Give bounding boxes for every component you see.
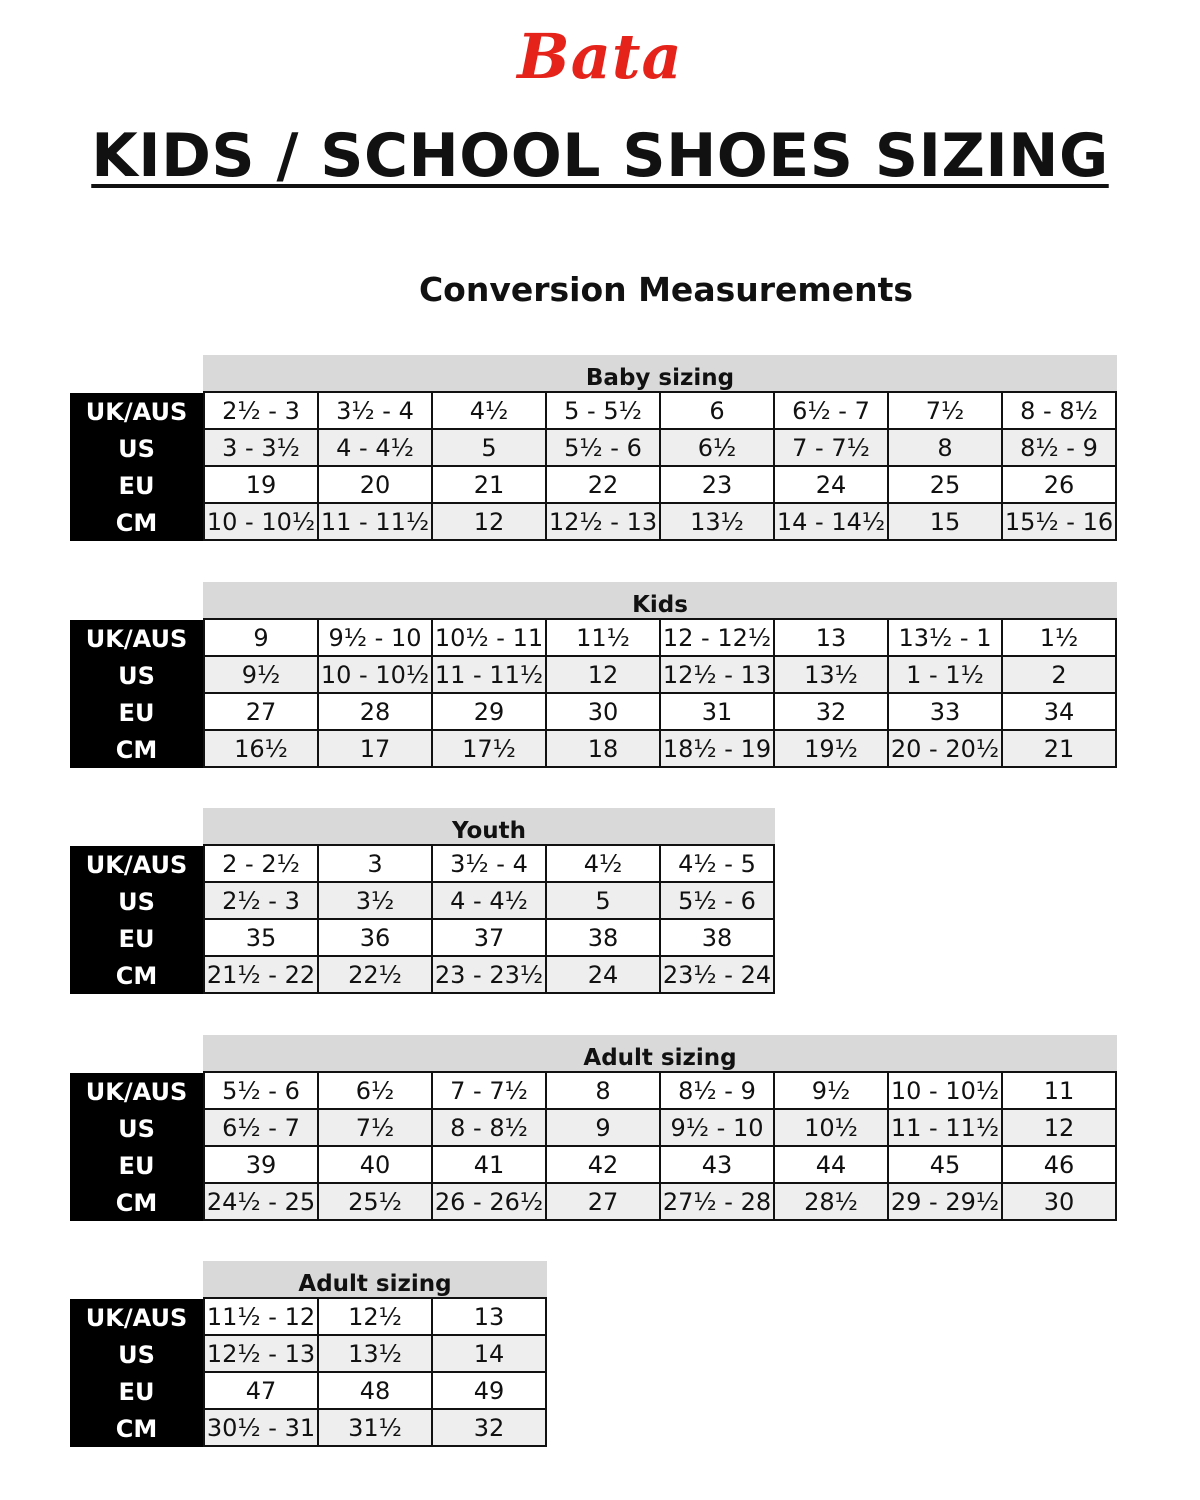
size-cell: 4½: [547, 846, 661, 883]
row-label: CM: [70, 1410, 203, 1447]
size-cell: 3½ - 4: [433, 846, 547, 883]
row-label: UK/AUS: [70, 620, 203, 657]
size-cell: 6½ - 7: [203, 1110, 319, 1147]
size-cell: 7 - 7½: [433, 1073, 547, 1110]
table-row: [70, 1336, 547, 1373]
size-cell: 3½ - 4: [319, 393, 433, 430]
section-header-row: [70, 808, 775, 846]
row-label: UK/AUS: [70, 1073, 203, 1110]
row-label: CM: [70, 731, 203, 768]
table-row: [70, 1410, 547, 1447]
size-cell: 2: [1003, 657, 1117, 694]
size-cell: 4½: [433, 393, 547, 430]
size-cell: 21: [1003, 731, 1117, 768]
row-label: CM: [70, 1184, 203, 1221]
size-cell: 27½ - 28: [661, 1184, 775, 1221]
row-label: UK/AUS: [70, 1299, 203, 1336]
size-cell: 31½: [319, 1410, 433, 1447]
size-cell: 3 - 3½: [203, 430, 319, 467]
table-row: [70, 504, 1117, 541]
size-cell: 10½ - 11: [433, 620, 547, 657]
size-cell: 14 - 14½: [775, 504, 889, 541]
size-cell: 9: [203, 620, 319, 657]
size-cell: 27: [203, 694, 319, 731]
size-cell: 22½: [319, 957, 433, 994]
section-title: Kids: [203, 582, 1117, 620]
header-corner: [70, 1035, 203, 1073]
size-cell: 4 - 4½: [319, 430, 433, 467]
size-cell: 5½ - 6: [661, 883, 775, 920]
size-cell: 35: [203, 920, 319, 957]
section-title: Adult sizing: [203, 1035, 1117, 1073]
size-cell: 5½ - 6: [547, 430, 661, 467]
row-label: US: [70, 1110, 203, 1147]
size-cell: 1½: [1003, 620, 1117, 657]
page-title: [0, 118, 1200, 194]
size-cell: 9½: [775, 1073, 889, 1110]
size-cell: 41: [433, 1147, 547, 1184]
page-subtitle: Conversion Measurements: [418, 270, 914, 309]
size-cell: 3: [319, 846, 433, 883]
table-row: [70, 657, 1117, 694]
size-cell: 30: [547, 694, 661, 731]
size-cell: 46: [1003, 1147, 1117, 1184]
size-cell: 9: [547, 1110, 661, 1147]
size-cell: 4 - 4½: [433, 883, 547, 920]
table-row: [70, 1110, 1117, 1147]
size-cell: 9½ - 10: [319, 620, 433, 657]
table-row: [70, 957, 775, 994]
size-cell: 36: [319, 920, 433, 957]
table-row: [70, 1373, 547, 1410]
page-title-text: KIDS / SCHOOL SHOES SIZING: [91, 121, 1109, 191]
size-cell: 6½: [661, 430, 775, 467]
size-cell: 11½ - 12: [203, 1299, 319, 1336]
row-label: US: [70, 883, 203, 920]
baby-size-table: [70, 355, 1117, 541]
size-cell: 15: [889, 504, 1003, 541]
size-cell: 31: [661, 694, 775, 731]
adult-large-size-table: [70, 1261, 547, 1447]
table-row: [70, 1299, 547, 1336]
size-cell: 12½: [319, 1299, 433, 1336]
size-cell: 48: [319, 1373, 433, 1410]
size-cell: 11 - 11½: [889, 1110, 1003, 1147]
section-title: Adult sizing: [203, 1261, 547, 1299]
size-cell: 47: [203, 1373, 319, 1410]
size-cell: 13: [433, 1299, 547, 1336]
section-header-row: [70, 1035, 1117, 1073]
size-cell: 3½: [319, 883, 433, 920]
size-cell: 12½ - 13: [547, 504, 661, 541]
size-cell: 12½ - 13: [661, 657, 775, 694]
size-cell: 6½ - 7: [775, 393, 889, 430]
size-cell: 24½ - 25: [203, 1184, 319, 1221]
size-cell: 20 - 20½: [889, 731, 1003, 768]
table-row: [70, 393, 1117, 430]
size-cell: 25: [889, 467, 1003, 504]
size-cell: 23 - 23½: [433, 957, 547, 994]
size-cell: 42: [547, 1147, 661, 1184]
size-cell: 32: [433, 1410, 547, 1447]
table-row: [70, 1073, 1117, 1110]
size-cell: 18½ - 19: [661, 731, 775, 768]
size-cell: 13½ - 1: [889, 620, 1003, 657]
size-cell: 30: [1003, 1184, 1117, 1221]
size-cell: 29: [433, 694, 547, 731]
size-cell: 12: [547, 657, 661, 694]
size-cell: 20: [319, 467, 433, 504]
size-cell: 49: [433, 1373, 547, 1410]
size-cell: 12½ - 13: [203, 1336, 319, 1373]
section-title: Youth: [203, 808, 775, 846]
header-corner: [70, 808, 203, 846]
size-cell: 13: [775, 620, 889, 657]
size-cell: 11 - 11½: [433, 657, 547, 694]
size-cell: 10 - 10½: [319, 657, 433, 694]
size-cell: 11 - 11½: [319, 504, 433, 541]
size-cell: 9½ - 10: [661, 1110, 775, 1147]
size-cell: 10 - 10½: [203, 504, 319, 541]
size-cell: 21½ - 22: [203, 957, 319, 994]
size-cell: 2½ - 3: [203, 393, 319, 430]
row-label: CM: [70, 957, 203, 994]
size-cell: 43: [661, 1147, 775, 1184]
brand-logo: Bata: [517, 20, 683, 93]
size-cell: 10½: [775, 1110, 889, 1147]
row-label: CM: [70, 504, 203, 541]
row-label: EU: [70, 1373, 203, 1410]
row-label: US: [70, 430, 203, 467]
youth-size-table: [70, 808, 775, 994]
size-cell: 12 - 12½: [661, 620, 775, 657]
size-cell: 19: [203, 467, 319, 504]
size-cell: 44: [775, 1147, 889, 1184]
section-title: Baby sizing: [203, 355, 1117, 393]
size-cell: 2 - 2½: [203, 846, 319, 883]
size-cell: 11: [1003, 1073, 1117, 1110]
size-cell: 10 - 10½: [889, 1073, 1003, 1110]
table-row: [70, 1147, 1117, 1184]
size-cell: 27: [547, 1184, 661, 1221]
size-cell: 7½: [889, 393, 1003, 430]
size-cell: 13½: [775, 657, 889, 694]
row-label: EU: [70, 920, 203, 957]
size-cell: 17½: [433, 731, 547, 768]
size-cell: 21: [433, 467, 547, 504]
size-cell: 30½ - 31: [203, 1410, 319, 1447]
size-cell: 8: [547, 1073, 661, 1110]
header-corner: [70, 1261, 203, 1299]
size-cell: 40: [319, 1147, 433, 1184]
size-cell: 18: [547, 731, 661, 768]
size-cell: 8 - 8½: [433, 1110, 547, 1147]
size-cell: 39: [203, 1147, 319, 1184]
table-row: [70, 846, 775, 883]
size-cell: 37: [433, 920, 547, 957]
size-cell: 7 - 7½: [775, 430, 889, 467]
header-corner: [70, 355, 203, 393]
size-cell: 16½: [203, 731, 319, 768]
row-label: UK/AUS: [70, 846, 203, 883]
table-row: [70, 920, 775, 957]
table-row: [70, 1184, 1117, 1221]
size-cell: 33: [889, 694, 1003, 731]
size-cell: 6½: [319, 1073, 433, 1110]
size-cell: 38: [547, 920, 661, 957]
table-row: [70, 430, 1117, 467]
size-cell: 1 - 1½: [889, 657, 1003, 694]
row-label: EU: [70, 1147, 203, 1184]
size-cell: 12: [1003, 1110, 1117, 1147]
size-cell: 32: [775, 694, 889, 731]
size-cell: 25½: [319, 1184, 433, 1221]
size-cell: 24: [775, 467, 889, 504]
size-cell: 5½ - 6: [203, 1073, 319, 1110]
size-cell: 5: [433, 430, 547, 467]
row-label: UK/AUS: [70, 393, 203, 430]
size-cell: 23½ - 24: [661, 957, 775, 994]
size-cell: 45: [889, 1147, 1003, 1184]
size-cell: 4½ - 5: [661, 846, 775, 883]
table-row: [70, 694, 1117, 731]
section-header-row: [70, 355, 1117, 393]
size-cell: 8½ - 9: [1003, 430, 1117, 467]
size-cell: 9½: [203, 657, 319, 694]
size-cell: 13½: [319, 1336, 433, 1373]
kids-size-table: [70, 582, 1117, 768]
section-header-row: [70, 582, 1117, 620]
size-cell: 11½: [547, 620, 661, 657]
row-label: US: [70, 657, 203, 694]
size-cell: 22: [547, 467, 661, 504]
size-cell: 38: [661, 920, 775, 957]
size-cell: 29 - 29½: [889, 1184, 1003, 1221]
size-cell: 24: [547, 957, 661, 994]
size-cell: 28½: [775, 1184, 889, 1221]
size-cell: 14: [433, 1336, 547, 1373]
adult-size-table: [70, 1035, 1117, 1221]
size-cell: 8 - 8½: [1003, 393, 1117, 430]
size-cell: 13½: [661, 504, 775, 541]
size-cell: 5 - 5½: [547, 393, 661, 430]
size-cell: 34: [1003, 694, 1117, 731]
table-row: [70, 467, 1117, 504]
size-cell: 8: [889, 430, 1003, 467]
size-cell: 6: [661, 393, 775, 430]
size-cell: 26: [1003, 467, 1117, 504]
row-label: EU: [70, 694, 203, 731]
size-cell: 12: [433, 504, 547, 541]
size-cell: 5: [547, 883, 661, 920]
section-header-row: [70, 1261, 547, 1299]
size-cell: 28: [319, 694, 433, 731]
size-cell: 19½: [775, 731, 889, 768]
size-cell: 26 - 26½: [433, 1184, 547, 1221]
size-cell: 7½: [319, 1110, 433, 1147]
row-label: US: [70, 1336, 203, 1373]
table-row: [70, 731, 1117, 768]
table-row: [70, 620, 1117, 657]
header-corner: [70, 582, 203, 620]
table-row: [70, 883, 775, 920]
size-cell: 23: [661, 467, 775, 504]
size-cell: 8½ - 9: [661, 1073, 775, 1110]
row-label: EU: [70, 467, 203, 504]
size-cell: 15½ - 16: [1003, 504, 1117, 541]
size-cell: 2½ - 3: [203, 883, 319, 920]
size-cell: 17: [319, 731, 433, 768]
